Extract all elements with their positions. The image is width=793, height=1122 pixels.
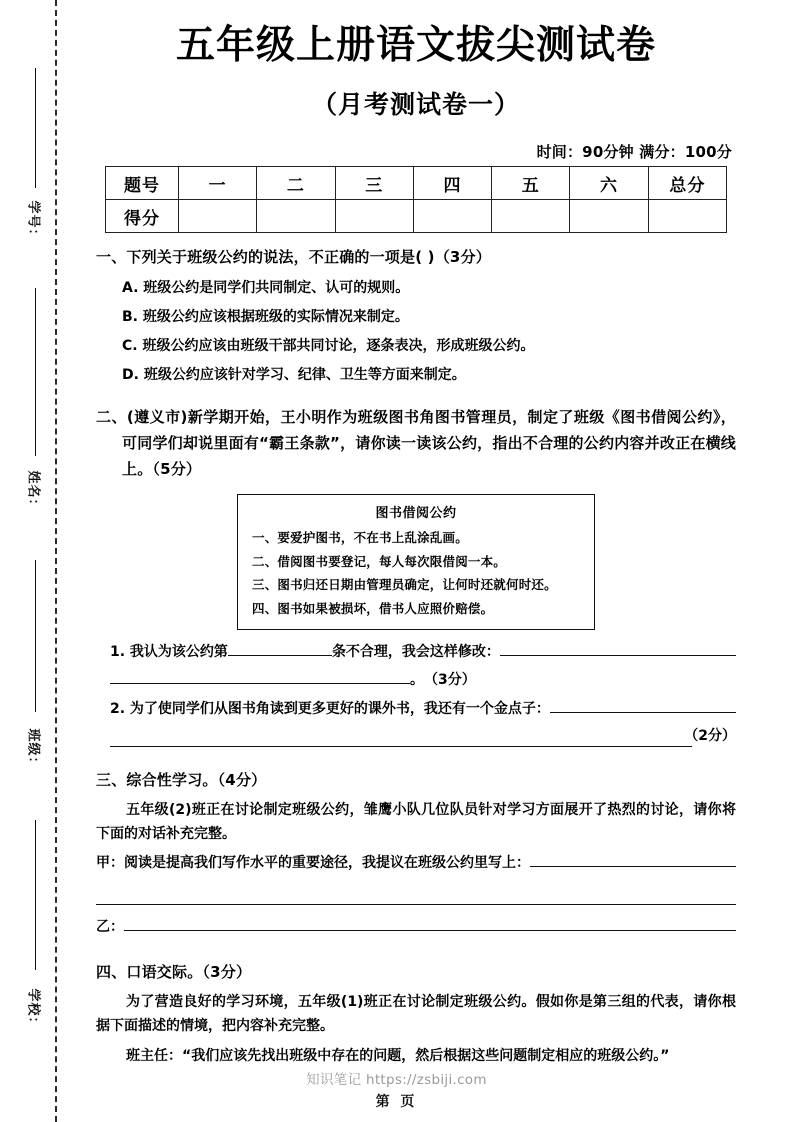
question-1-option-b[interactable]: B. 班级公约应该根据班级的实际情况来制定。 [122, 308, 409, 325]
question-2-stem: 二、(遵义市)新学期开始，王小明作为班级图书角图书管理员，制定了班级《图书借阅公约》，可同学们却说里面有“霸王条款”，请你读一读该公约，指出不合理的公约内容并改正在横线上。（5分） [96, 407, 736, 479]
score-cell-6[interactable] [570, 200, 648, 233]
score-cell-5[interactable] [492, 200, 570, 233]
score-table-col-2: 二 [257, 167, 335, 200]
question-4-quote: 班主任：“我们应该先找出班级中存在的问题，然后根据这些问题制定相应的班级公约。” [126, 1047, 670, 1064]
score-cell-4[interactable] [413, 200, 491, 233]
library-rule-item: 二、借阅图书要登记，每人每次限借阅一本。 [252, 553, 507, 569]
score-table-row-header: 题号 [106, 167, 179, 200]
question-3-dialogue-b [96, 913, 736, 942]
sealing-dashed-line [55, 0, 57, 1122]
sealing-margin [0, 0, 70, 1122]
question-2-sub-1-tail: 。 [410, 671, 424, 688]
question-2 [96, 404, 736, 747]
question-1-option-a[interactable]: A. 班级公约是同学们共同制定、认可的规则。 [122, 279, 410, 296]
answer-blank[interactable] [500, 640, 736, 656]
exam-meta: 时间：90分钟 满分：100分 [536, 143, 732, 161]
question-3-stem: 三、综合性学习。（4分） [96, 770, 267, 789]
score-cell-total[interactable] [648, 200, 726, 233]
question-1 [96, 246, 736, 386]
answer-blank[interactable] [550, 697, 736, 713]
score-table-col-3: 三 [335, 167, 413, 200]
margin-label-school: 学校： [25, 988, 41, 1031]
question-2-sub-1-line2 [96, 668, 736, 689]
dialogue-speaker-b: 乙： [96, 919, 124, 936]
question-3-body: 五年级(2)班正在讨论制定班级公约，雏鹰小队几位队员针对学习方面展开了热烈的讨论，请你将下面的对话补充完整。 [96, 802, 736, 843]
score-table-row-header: 得分 [106, 200, 179, 233]
answer-blank[interactable] [530, 851, 736, 867]
table-row [106, 167, 727, 200]
library-rule-item: 一、要爱护图书，不在书上乱涂乱画。 [252, 530, 468, 546]
question-1-stem: 一、下列关于班级公约的说法，不正确的一项是( )（3分） [96, 248, 491, 266]
answer-blank[interactable] [96, 888, 736, 905]
footer-page-number: 第 页 [375, 1094, 418, 1110]
table-row [106, 200, 727, 233]
score-cell-1[interactable] [179, 200, 257, 233]
score-cell-2[interactable] [257, 200, 335, 233]
margin-label-name: 姓名： [25, 470, 41, 513]
margin-label-class: 班级： [25, 728, 41, 771]
margin-label-student-id: 学号： [25, 200, 41, 243]
score-table-col-6: 六 [570, 167, 648, 200]
dialogue-text-a: 阅读是提高我们写作水平的重要途径，我提议在班级公约里写上： [124, 855, 530, 872]
score-table-col-total: 总分 [648, 167, 726, 200]
library-rules-box [237, 494, 595, 630]
footer-watermark: 知识笔记 https://zsbiji.com [306, 1072, 487, 1088]
question-2-sub-1 [96, 638, 736, 666]
question-4 [96, 961, 736, 1069]
question-2-sub-2-lead: 2. 为了使同学们从图书角读到更多更好的课外书，我还有一个金点子： [110, 700, 550, 717]
library-rules-title: 图书借阅公约 [375, 506, 457, 522]
question-3-dialogue-a [96, 849, 736, 878]
score-table-col-5: 五 [492, 167, 570, 200]
page-subtitle: （月考测试卷一） [311, 90, 520, 119]
seal-rule-segment [35, 820, 36, 970]
answer-blank[interactable] [110, 731, 692, 747]
score-table-col-1: 一 [179, 167, 257, 200]
question-2-sub-1-points: （3分） [424, 671, 476, 688]
seal-rule-segment [35, 560, 36, 712]
answer-blank[interactable] [124, 915, 736, 931]
answer-blank[interactable] [110, 668, 410, 684]
score-cell-3[interactable] [335, 200, 413, 233]
score-table [105, 166, 727, 233]
question-4-body: 为了营造良好的学习环境，五年级(1)班正在讨论制定班级公约。假如你是第三组的代表，请你根据下面描述的情境，把内容补充完整。 [96, 994, 736, 1035]
library-rule-item: 三、图书归还日期由管理员确定，让何时还就何时还。 [252, 577, 557, 593]
question-4-stem: 四、口语交际。（3分） [96, 962, 252, 981]
question-2-sub-1-mid: 条不合理，我会这样修改： [331, 643, 500, 660]
question-2-sub-2-points: （2分） [684, 727, 736, 744]
page-title: 五年级上册语文拔尖测试卷 [175, 23, 656, 68]
score-table-col-4: 四 [413, 167, 491, 200]
question-3 [96, 769, 736, 943]
dialogue-speaker-a: 甲： [96, 855, 124, 872]
question-1-option-c[interactable]: C. 班级公约应该由班级干部共同讨论，逐条表决，形成班级公约。 [122, 338, 535, 355]
paper-content [96, 0, 736, 1069]
question-2-sub-2 [96, 695, 736, 723]
question-2-sub-2-line2 [96, 731, 736, 747]
library-rule-item: 四、图书如果被损坏，借书人应照价赔偿。 [252, 600, 494, 616]
seal-rule-segment [35, 288, 36, 456]
answer-blank[interactable] [228, 640, 332, 656]
seal-rule-segment [35, 68, 36, 188]
question-1-option-d[interactable]: D. 班级公约应该针对学习、纪律、卫生等方面来制定。 [122, 367, 466, 384]
question-2-sub-1-lead: 1. 我认为该公约第 [110, 643, 228, 660]
